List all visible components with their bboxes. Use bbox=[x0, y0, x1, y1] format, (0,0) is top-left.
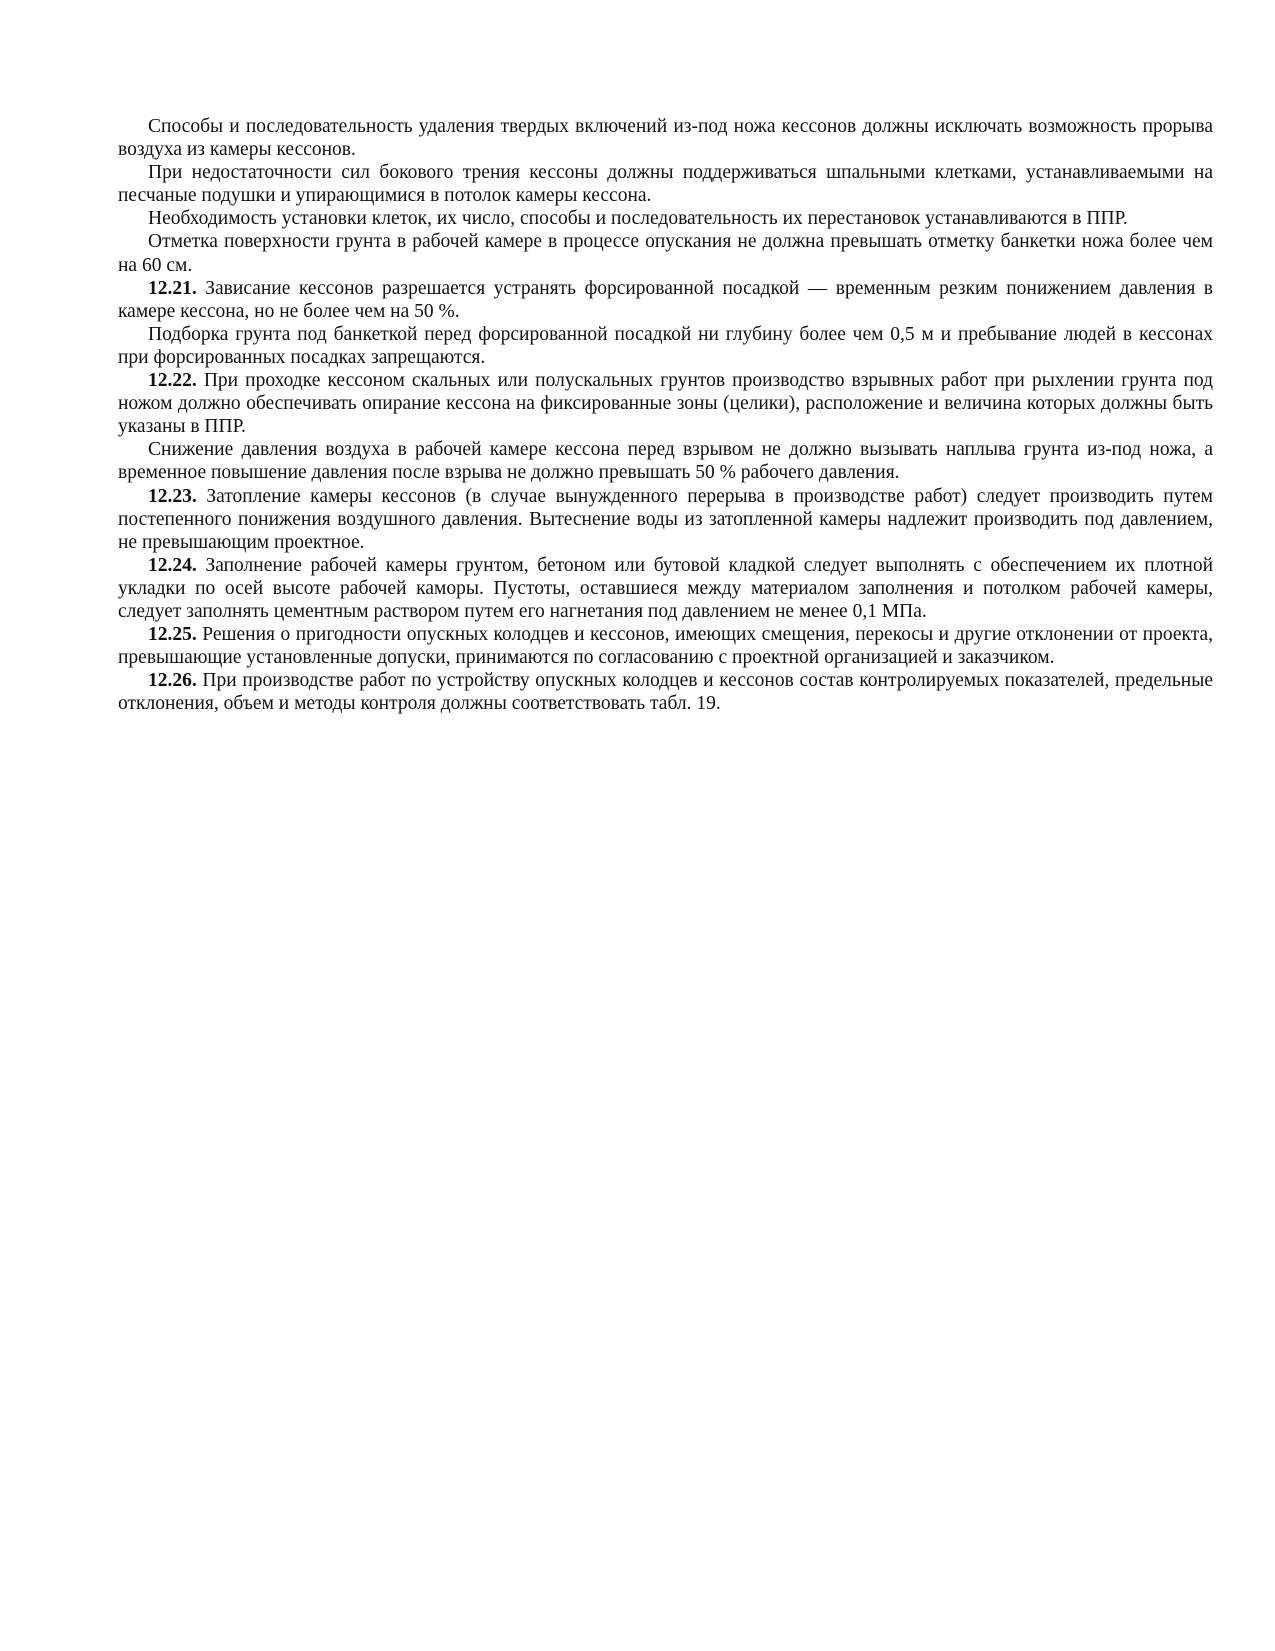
clause-12-22 bbox=[118, 369, 1213, 438]
paragraph-2 bbox=[118, 161, 1213, 207]
paragraph-text: При недостаточности сил бокового трения кессоны должны поддерживаться шпальными клетками, устанавливаемыми на песчаные подушки и упирающимися в потолок камеры кессона. bbox=[118, 162, 1213, 207]
clause-12-21 bbox=[118, 277, 1213, 323]
clause-number: 12.23. bbox=[148, 485, 197, 507]
paragraph-text: Отметка поверхности грунта в рабочей камере в процессе опускания не должна превышать отметку банкетки ножа более чем на 60 см. bbox=[118, 231, 1213, 276]
paragraph-text: При проходке кессоном скальных или полускальных грунтов производство взрывных работ при рыхлении грунта под ножом должно обеспечивать опирание кессона на фиксированные зоны (целики), расположение и величина которых должны быть указаны в ППР. bbox=[118, 370, 1214, 438]
paragraph-text: При производстве работ по устройству опускных колодцев и кессонов состав контролируемых показателей, предельные отклонения, объем и методы контроля должны соответствовать табл. 19. bbox=[118, 670, 1214, 715]
paragraph-text: Способы и последовательность удаления твердых включений из-под ножа кессонов должны исключать возможность прорыва воздуха из камеры кессонов. bbox=[118, 116, 1213, 161]
paragraph-text: Заполнение рабочей камеры грунтом, бетоном или бутовой кладкой следует выполнять с обеспечением их плотной укладки по осей высоте рабочей каморы. Пустоты, оставшиеся между материалом заполнения и потолком рабочей камеры, следует заполнять цементным раствором путем его нагнетания под давлением не менее 0,1 МПа. bbox=[118, 554, 1214, 622]
paragraph-text: Подборка грунта под банкеткой перед форсированной посадкой ни глубину более чем 0,5 м и пребывание людей в кессонах при форсированных посадках запрещаются. bbox=[118, 323, 1213, 368]
paragraph-8 bbox=[118, 438, 1213, 484]
clause-number: 12.22. bbox=[148, 370, 197, 392]
paragraph-6 bbox=[118, 323, 1213, 369]
clause-number: 12.24. bbox=[148, 554, 197, 576]
paragraph-text: Необходимость установки клеток, их число, способы и последовательность их перестановок устанавливаются в ППР. bbox=[148, 208, 1128, 230]
clause-number: 12.25. bbox=[148, 624, 197, 646]
paragraph-text: Зависание кессонов разрешается устранять форсированной посадкой — временным резким понижением давления в камере кессона, но не более чем на 50 %. bbox=[118, 277, 1213, 322]
document-body bbox=[118, 115, 1213, 715]
clause-12-23 bbox=[118, 485, 1213, 554]
paragraph-1 bbox=[118, 115, 1213, 161]
clause-12-25 bbox=[118, 623, 1213, 669]
clause-number: 12.21. bbox=[148, 277, 197, 299]
clause-12-24 bbox=[118, 554, 1213, 623]
paragraph-text: Затопление камеры кессонов (в случае вынужденного перерыва в производстве работ) следует производить путем постепенного понижения воздушного давления. Вытеснение воды из затопленной камеры надлежит производить под давлением, не превышающим проектное. bbox=[118, 485, 1214, 553]
paragraph-3 bbox=[118, 207, 1213, 230]
clause-12-26 bbox=[118, 669, 1213, 715]
paragraph-4 bbox=[118, 230, 1213, 276]
clause-number: 12.26. bbox=[148, 670, 197, 692]
paragraph-text: Решения о пригодности опускных колодцев и кессонов, имеющих смещения, перекосы и другие отклонении от проекта, превышающие установленные допуски, принимаются по согласованию с проектной организацией и заказчиком. bbox=[118, 624, 1213, 669]
paragraph-text: Снижение давления воздуха в рабочей камере кессона перед взрывом не должно вызывать наплыва грунта из-под ножа, а временное повышение давления после взрыва не должно превышать 50 % рабочего давления. bbox=[118, 439, 1213, 484]
